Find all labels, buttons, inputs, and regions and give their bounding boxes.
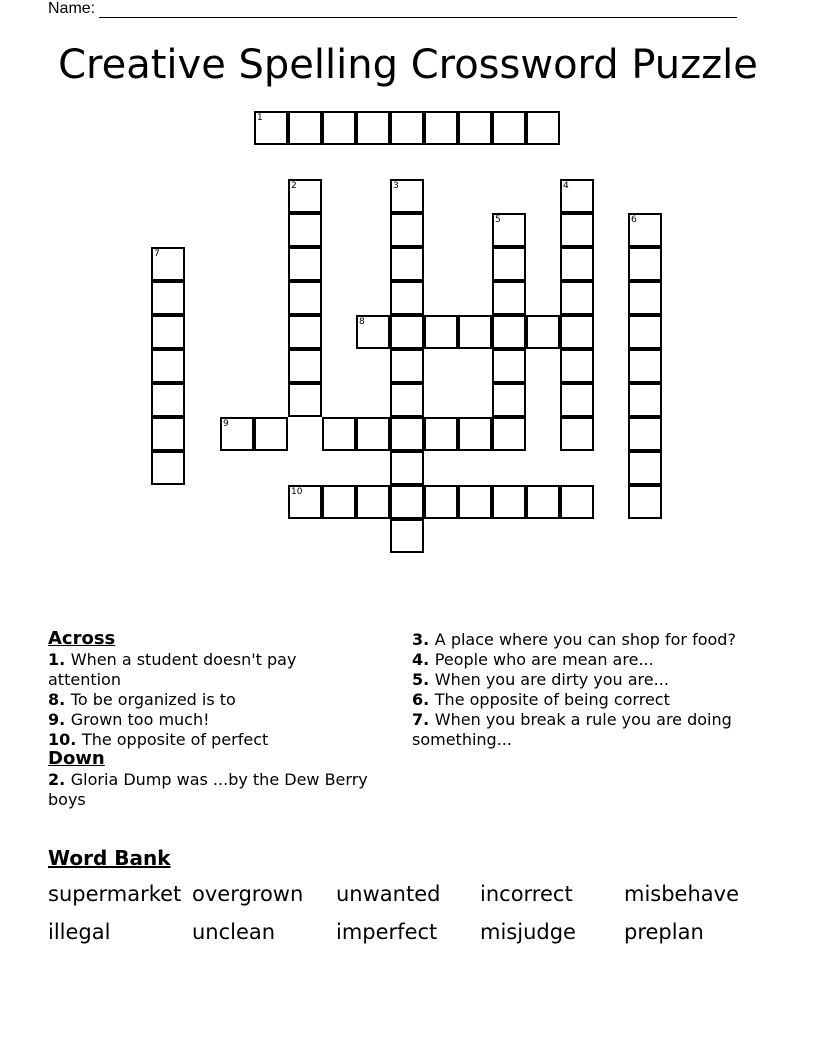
crossword-cell[interactable] [288,281,322,315]
clue-number-label: 8. [48,690,71,709]
down-clue [48,770,368,810]
crossword-cell[interactable] [628,383,662,417]
down-clue-list-continued [412,630,742,750]
crossword-cell[interactable] [560,417,594,451]
down-clue [412,690,742,710]
crossword-cell[interactable] [356,417,390,451]
crossword-cell[interactable] [492,349,526,383]
word-bank-item: unwanted [336,882,441,906]
crossword-cell[interactable] [560,247,594,281]
word-bank-item: supermarket [48,882,182,906]
crossword-cell[interactable] [390,315,424,349]
crossword-cell[interactable] [151,417,185,451]
crossword-cell[interactable] [458,111,492,145]
across-clue-list [48,650,368,750]
crossword-cell[interactable] [288,247,322,281]
crossword-cell[interactable] [254,417,288,451]
crossword-cell[interactable] [492,485,526,519]
word-bank-item: misjudge [480,920,576,944]
crossword-cell[interactable] [322,417,356,451]
crossword-cell[interactable] [356,315,390,349]
word-bank-item: incorrect [480,882,573,906]
crossword-cell[interactable] [151,281,185,315]
crossword-cell[interactable] [288,349,322,383]
clue-number: 3 [393,181,399,191]
clues-left-column [48,630,368,810]
down-clue [412,630,742,650]
clue-number: 1 [257,113,263,123]
clue-text: When you break a rule you are doing something... [412,710,732,749]
clue-text: Gloria Dump was ...by the Dew Berry boys [48,770,368,809]
crossword-cell[interactable] [458,417,492,451]
clue-number: 10 [291,487,303,497]
crossword-cell[interactable] [390,383,424,417]
crossword-cell[interactable] [288,111,322,145]
clue-text: When a student doesn't pay attention [48,650,297,689]
crossword-cell[interactable] [390,247,424,281]
crossword-cell[interactable] [458,315,492,349]
crossword-cell[interactable] [390,281,424,315]
clue-number-label: 5. [412,670,435,689]
word-bank-item: illegal [48,920,111,944]
clue-number: 8 [359,317,365,327]
crossword-cell[interactable] [560,179,594,213]
crossword-cell[interactable] [628,417,662,451]
clue-text: The opposite of being correct [434,690,670,709]
page-title: Creative Spelling Crossword Puzzle [58,42,758,88]
crossword-cell[interactable] [526,315,560,349]
crossword-cell[interactable] [390,417,424,451]
down-clue [412,710,742,750]
crossword-cell[interactable] [390,179,424,213]
crossword-cell[interactable] [628,281,662,315]
crossword-cell[interactable] [628,247,662,281]
crossword-cell[interactable] [492,247,526,281]
crossword-cell[interactable] [560,485,594,519]
word-bank [48,882,768,944]
crossword-cell[interactable] [151,247,185,281]
clue-number-label: 4. [412,650,435,669]
clue-number-label: 7. [412,710,435,729]
clue-number-label: 6. [412,690,435,709]
clue-text: The opposite of perfect [81,730,269,749]
crossword-cell[interactable] [151,349,185,383]
name-label: Name: [48,0,96,17]
crossword-cell[interactable] [560,315,594,349]
crossword-cell[interactable] [560,383,594,417]
crossword-cell[interactable] [288,315,322,349]
crossword-cell[interactable] [424,111,458,145]
crossword-cell[interactable] [390,519,424,553]
word-bank-item: preplan [624,920,704,944]
crossword-cell[interactable] [390,349,424,383]
crossword-cell[interactable] [560,281,594,315]
crossword-cell[interactable] [390,451,424,485]
clue-text: People who are mean are... [434,650,654,669]
crossword-cell[interactable] [458,485,492,519]
across-clue [48,730,368,750]
clue-number: 9 [223,419,229,429]
clue-number-label: 3. [412,630,435,649]
crossword-cell[interactable] [356,111,390,145]
crossword-cell[interactable] [526,111,560,145]
crossword-cell[interactable] [151,383,185,417]
down-heading: Down [48,748,105,769]
crossword-cell[interactable] [288,383,322,417]
crossword-cell[interactable] [151,315,185,349]
crossword-cell[interactable] [390,485,424,519]
clue-number: 6 [631,215,637,225]
down-clue [412,650,742,670]
crossword-cell[interactable] [390,111,424,145]
clue-text: A place where you can shop for food? [434,630,736,649]
crossword-cell[interactable] [560,349,594,383]
across-clue [48,690,368,710]
crossword-cell[interactable] [560,213,594,247]
down-clue [412,670,742,690]
crossword-cell[interactable] [322,111,356,145]
crossword-cell[interactable] [424,485,458,519]
clues-right-column [412,630,742,750]
word-bank-item: overgrown [192,882,304,906]
crossword-cell[interactable] [220,417,254,451]
clue-text: To be organized is to [70,690,236,709]
crossword-cell[interactable] [628,349,662,383]
crossword-cell[interactable] [492,417,526,451]
word-bank-item: misbehave [624,882,740,906]
crossword-cell[interactable] [322,485,356,519]
crossword-cell[interactable] [492,213,526,247]
crossword-cell[interactable] [628,315,662,349]
crossword-cell[interactable] [288,485,322,519]
crossword-cell[interactable] [288,213,322,247]
clue-number-label: 2. [48,770,71,789]
clue-number-label: 9. [48,710,71,729]
clue-text: When you are dirty you are... [434,670,669,689]
down-clue-list [48,770,368,810]
crossword-cell[interactable] [356,485,390,519]
crossword-cell[interactable] [424,417,458,451]
crossword-cell[interactable] [628,213,662,247]
clue-number-label: 1. [48,650,71,669]
word-bank-item: imperfect [336,920,438,944]
word-bank-title: Word Bank [48,846,171,870]
crossword-cell[interactable] [288,179,322,213]
crossword-cell[interactable] [492,111,526,145]
clue-number: 2 [291,181,297,191]
crossword-cell[interactable] [492,383,526,417]
crossword-cell[interactable] [492,281,526,315]
crossword-cell[interactable] [424,315,458,349]
crossword-cell[interactable] [628,451,662,485]
crossword-cell[interactable] [628,485,662,519]
crossword-cell[interactable] [254,111,288,145]
clue-number-label: 10. [48,730,82,749]
clue-number: 4 [563,181,569,191]
crossword-cell[interactable] [151,451,185,485]
clue-number: 5 [495,215,501,225]
across-heading: Across [48,628,116,649]
clue-text: Grown too much! [70,710,210,729]
crossword-cell[interactable] [492,315,526,349]
crossword-cell[interactable] [390,213,424,247]
crossword-cell[interactable] [526,485,560,519]
across-clue [48,710,368,730]
across-clue [48,650,368,690]
word-bank-item: unclean [192,920,276,944]
clue-number: 7 [154,249,160,259]
